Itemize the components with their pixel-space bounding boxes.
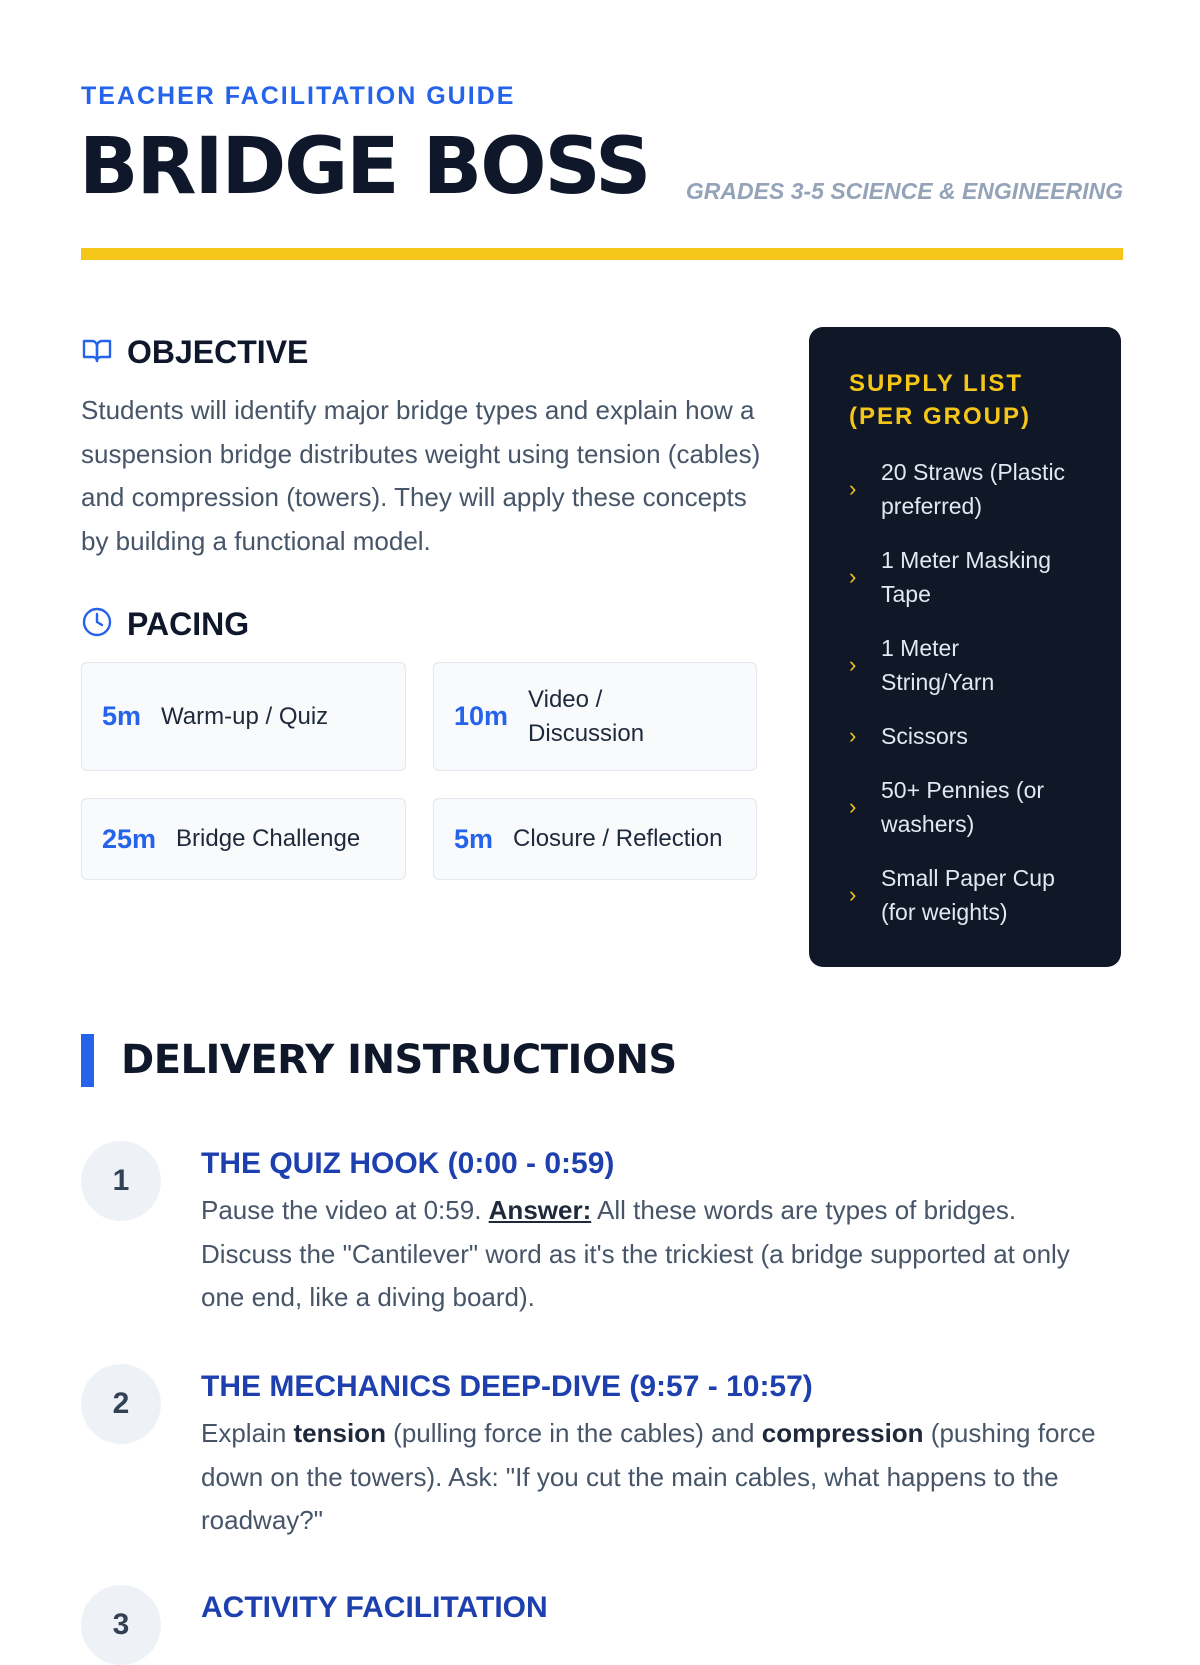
pacing-activity: Warm-up / Quiz (161, 702, 329, 730)
header-divider (81, 248, 1123, 260)
step-body-text: (pushing force down on the towers). Ask: "If you cut the main cables, what happens to the roadway?" (201, 1418, 1096, 1535)
pacing-activity: Bridge Challenge (176, 825, 361, 852)
objective-heading (81, 334, 308, 371)
pacing-heading (81, 606, 249, 643)
supply-list-panel (809, 327, 1121, 967)
supply-list-item (849, 631, 1081, 699)
delivery-heading: DELIVERY INSTRUCTIONS (121, 1037, 677, 1083)
supply-list-title: SUPPLY LIST (PER GROUP) (849, 370, 1032, 430)
step-number: 1 (81, 1141, 161, 1221)
supply-item-label: Scissors (881, 723, 968, 749)
objective-heading-label: OBJECTIVE (127, 334, 309, 370)
chevron-right-icon: › (849, 794, 857, 819)
step-body (201, 1412, 1111, 1543)
step-body-text: All these words are types of bridges. Discuss the "Cantilever" word as it's the trickiest (a bridge supported at only one end, like a diving board). (201, 1195, 1070, 1312)
pacing-duration: 5m (454, 823, 494, 854)
step-title: THE MECHANICS DEEP-DIVE (9:57 - 10:57) (201, 1370, 813, 1403)
supply-item-label: 1 Meter Masking Tape (881, 547, 1052, 607)
chevron-right-icon: › (849, 882, 857, 907)
supply-item-label: 20 Straws (Plastic preferred) (881, 459, 1066, 519)
chevron-right-icon: › (849, 723, 857, 748)
chevron-right-icon: › (849, 564, 857, 589)
step-title: ACTIVITY FACILITATION (201, 1591, 548, 1624)
pacing-card (81, 798, 406, 880)
book-icon (81, 334, 113, 371)
page-title: BRIDGE BOSS (79, 122, 650, 212)
step-body-answer: Answer: (488, 1195, 592, 1225)
supply-item-label: Small Paper Cup (for weights) (881, 865, 1055, 925)
supply-list-item (849, 861, 1081, 929)
supply-item-label: 50+ Pennies (or washers) (881, 777, 1045, 837)
chevron-right-icon: › (849, 652, 857, 677)
eyebrow-label: TEACHER FACILITATION GUIDE (81, 82, 516, 110)
pacing-duration: 5m (102, 701, 142, 731)
pacing-card (433, 798, 757, 880)
step-body-term: tension (293, 1418, 386, 1448)
supply-list-item (849, 455, 1081, 523)
step-body (201, 1189, 1111, 1320)
clock-icon (81, 606, 113, 643)
step-number: 2 (81, 1364, 161, 1444)
supply-list-item (849, 543, 1081, 611)
step-body-text: (pulling force in the cables) and (385, 1418, 762, 1448)
pacing-duration: 25m (102, 823, 157, 854)
pacing-activity: Video / Discussion (528, 685, 645, 747)
step-number: 3 (81, 1585, 161, 1665)
step-body-term: compression (761, 1418, 924, 1448)
step-title: THE QUIZ HOOK (0:00 - 0:59) (201, 1147, 615, 1180)
pacing-duration: 10m (454, 701, 509, 731)
supply-item-label: 1 Meter String/Yarn (881, 635, 995, 695)
objective-text: Students will identify major bridge types and explain how a suspension bridge distributes weight using tension (cables) and compression (towers). They will apply these concepts by building a functional model. (81, 395, 761, 556)
supply-list-item (849, 773, 1081, 841)
pacing-card (81, 662, 406, 771)
chevron-right-icon: › (849, 476, 857, 501)
pacing-activity: Closure / Reflection (513, 825, 723, 852)
step-body-text: Pause the video at 0:59. (201, 1195, 489, 1225)
supply-list-item (849, 719, 1081, 753)
pacing-card (433, 662, 757, 771)
grade-level-label: GRADES 3-5 SCIENCE & ENGINEERING (685, 178, 1123, 204)
section-accent-bar (81, 1034, 94, 1087)
pacing-heading-label: PACING (127, 606, 250, 642)
step-body-text: Explain (201, 1418, 294, 1448)
